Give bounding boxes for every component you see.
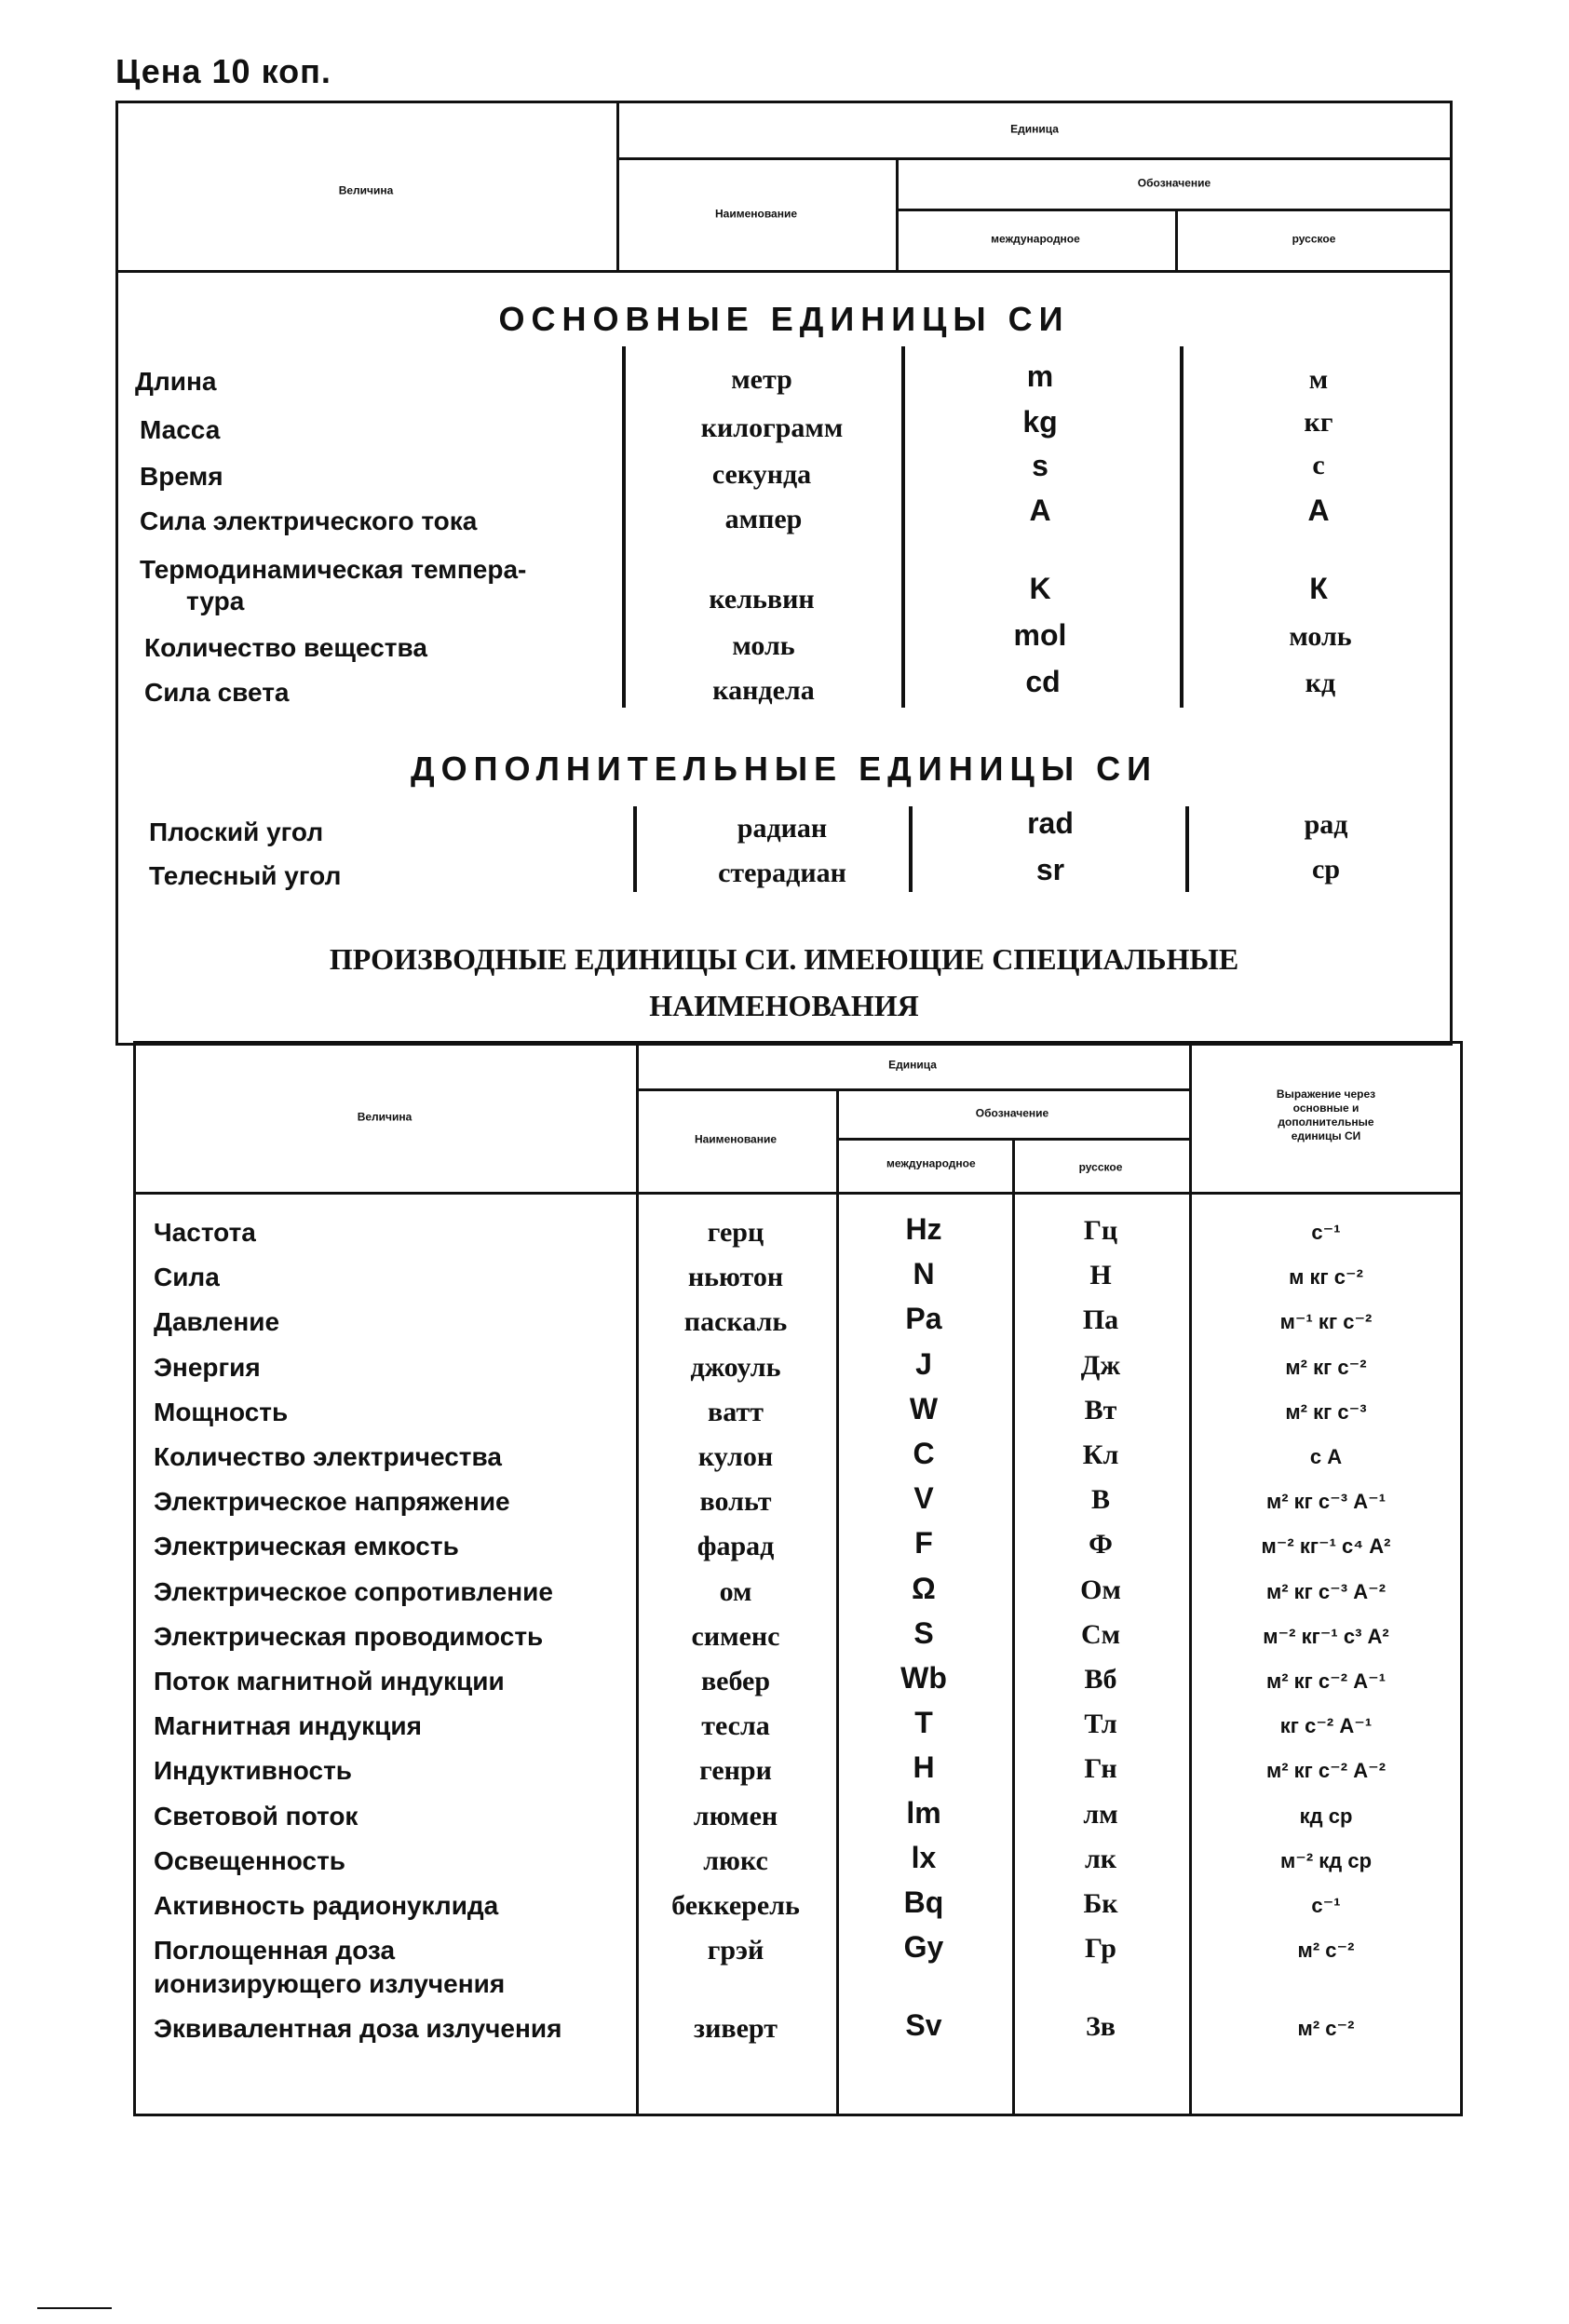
base-divider-1 [622, 346, 626, 708]
base-quantity: Количество вещества [144, 633, 427, 662]
derived-intl: W [909, 1392, 939, 1425]
derived-rus: Ф [1089, 1529, 1113, 1560]
base-quantity: Термодинамическая темпера- [140, 555, 527, 584]
header1-designation-line [896, 209, 1453, 211]
base-intl: cd [1025, 665, 1061, 698]
base-quantity-continued: тура [186, 587, 245, 615]
derived-intl: Hz [905, 1212, 942, 1246]
derived-name: ватт [708, 1397, 764, 1427]
derived-name: грэй [707, 1935, 764, 1966]
base-quantity: Сила электрического тока [140, 507, 478, 535]
derived-expression: с⁻¹ [1311, 1221, 1341, 1244]
derived-expression: м⁻² кд ср [1279, 1849, 1373, 1872]
derived-intl: T [914, 1706, 933, 1739]
base-rus: К [1309, 572, 1328, 605]
derived-name: люмен [693, 1801, 778, 1831]
col-divider-name [836, 1088, 839, 2116]
derived-rus: В [1090, 1484, 1111, 1515]
derived-quantity: Эквивалентная доза излучения [154, 2014, 562, 2043]
derived-quantity: Освещенность [154, 1846, 346, 1875]
derived-expression: кг с⁻² А⁻¹ [1279, 1714, 1373, 1737]
base-rus: кд [1305, 668, 1336, 698]
derived-rus: Гн [1084, 1753, 1117, 1784]
header1-intl: международное [991, 232, 1080, 246]
header2-name [689, 1133, 782, 1147]
derived-expression: м⁻² кг⁻¹ с⁴ А² [1261, 1534, 1391, 1558]
derived-intl: H [913, 1750, 935, 1784]
derived-name: люкс [703, 1845, 768, 1876]
derived-quantity: Энергия [154, 1353, 261, 1382]
base-name: метр [731, 364, 792, 395]
derived-name: зиверт [694, 2013, 778, 2044]
derived-intl: F [914, 1526, 933, 1560]
derived-quantity: Электрическое сопротивление [154, 1577, 553, 1606]
derived-name: паскаль [683, 1306, 788, 1337]
derived-intl: Sv [905, 2008, 942, 2042]
derived-rus: Дж [1080, 1350, 1121, 1381]
derived-rus: Вб [1084, 1664, 1117, 1695]
supp-divider-2 [909, 806, 913, 892]
derived-expression: кд ср [1299, 1804, 1353, 1828]
header2-expression [1256, 1088, 1396, 1143]
base-intl: A [1029, 493, 1051, 527]
derived-expression: м² кг с⁻³ А⁻² [1265, 1580, 1386, 1603]
section-derived-title-line1: ПРОИЗВОДНЫЕ ЕДИНИЦЫ СИ. ИМЕЮЩИЕ СПЕЦИАЛЬНЫЕ [329, 942, 1239, 976]
derived-rus: Вт [1084, 1395, 1117, 1425]
derived-rus: Гр [1085, 1933, 1116, 1964]
derived-quantity: Мощность [154, 1398, 289, 1426]
derived-expression: с А [1309, 1445, 1343, 1468]
derived-expression: м кг с⁻² [1289, 1265, 1363, 1289]
derived-rus: Зв [1085, 2011, 1116, 2042]
derived-rus: Тл [1084, 1709, 1117, 1739]
base-divider-3 [1180, 346, 1184, 708]
supp-name: радиан [737, 813, 828, 844]
base-divider-2 [901, 346, 905, 708]
header1-divider-quantity [616, 101, 619, 271]
derived-intl: Gy [903, 1930, 944, 1964]
header1-name: Наименование [714, 207, 798, 221]
section-supp-title: ДОПОЛНИТЕЛЬНЫЕ ЕДИНИЦЫ СИ [411, 750, 1157, 788]
base-name: кельвин [709, 584, 815, 615]
derived-rus: лк [1084, 1844, 1117, 1874]
derived-rus: Бк [1083, 1888, 1118, 1919]
derived-quantity: Электрическое напряжение [154, 1487, 510, 1516]
derived-expression: м² кг с⁻² А⁻¹ [1265, 1669, 1386, 1693]
header1-quantity: Величина [338, 183, 394, 197]
supp-rus: рад [1304, 809, 1348, 840]
derived-intl: Ω [912, 1572, 936, 1605]
derived-rus: См [1080, 1619, 1121, 1650]
derived-expression: м² кг с⁻² [1285, 1356, 1367, 1379]
derived-intl: V [913, 1481, 934, 1515]
supp-rus: ср [1312, 854, 1340, 885]
header1-rus: русское [1292, 232, 1336, 246]
derived-expression: м⁻¹ кг с⁻² [1279, 1310, 1373, 1333]
derived-intl: Pa [905, 1302, 942, 1335]
derived-expression: м² кг с⁻² А⁻² [1265, 1759, 1386, 1782]
derived-intl: lm [906, 1796, 941, 1830]
derived-quantity: Активность радионуклида [154, 1891, 499, 1920]
base-quantity: Длина [135, 367, 217, 396]
derived-name: кулон [697, 1441, 774, 1472]
derived-expression: м² кг с⁻³ А⁻¹ [1265, 1490, 1386, 1513]
base-intl: K [1029, 572, 1051, 605]
base-name: моль [732, 630, 795, 661]
derived-intl: J [915, 1347, 932, 1381]
supp-intl: rad [1027, 806, 1074, 840]
header2-designation: Обозначение [975, 1106, 1049, 1120]
derived-quantity: Электрическая проводимость [154, 1622, 544, 1651]
base-name: килограмм [700, 412, 844, 443]
header1-designation: Обозначение [1137, 176, 1211, 190]
derived-name: джоуль [690, 1352, 781, 1383]
col-divider-quantity [636, 1041, 639, 2116]
derived-quantity: Поток магнитной индукции [154, 1667, 505, 1696]
header2-intl-text: международное [886, 1156, 976, 1170]
base-quantity: Масса [140, 415, 221, 444]
derived-name: фарад [697, 1531, 775, 1561]
derived-expression: с⁻¹ [1311, 1894, 1341, 1917]
derived-rus: Н [1089, 1260, 1112, 1290]
base-intl: s [1032, 449, 1048, 482]
derived-name: вольт [699, 1486, 772, 1517]
base-intl: kg [1022, 405, 1058, 439]
base-rus: м [1308, 364, 1329, 395]
derived-name: тесла [701, 1710, 770, 1741]
header1-divider-name [896, 157, 899, 271]
base-quantity: Сила света [144, 678, 290, 707]
derived-expression: м² с⁻² [1297, 2017, 1355, 2040]
derived-intl: Wb [900, 1661, 947, 1695]
base-rus: моль [1289, 621, 1352, 652]
header2-expression-text: Выражение через основные и дополнительные единицы СИ [1276, 1088, 1376, 1142]
derived-quantity: Световой поток [154, 1802, 358, 1831]
derived-name: сименс [691, 1621, 780, 1652]
derived-intl: S [913, 1616, 934, 1650]
supp-quantity: Телесный угол [149, 861, 342, 890]
header1-unit: Единица [1010, 122, 1059, 136]
supp-divider-1 [633, 806, 637, 892]
derived-quantity: Поглощенная доза [154, 1936, 396, 1965]
derived-rus: Кл [1082, 1439, 1119, 1470]
base-intl: m [1026, 359, 1054, 393]
col-divider-rus [1189, 1041, 1192, 2116]
section-base-title: ОСНОВНЫЕ ЕДИНИЦЫ СИ [498, 300, 1070, 338]
header1-bottom-line [115, 270, 1453, 273]
derived-name: ньютон [687, 1262, 784, 1292]
header1-divider-intl [1175, 209, 1178, 271]
header2-bottom-line [133, 1192, 1463, 1195]
page-edge-mark [37, 2307, 112, 2309]
section-derived-title-line2: НАИМЕНОВАНИЯ [649, 989, 919, 1022]
derived-name: герц [707, 1217, 764, 1248]
base-rus: кг [1304, 407, 1333, 438]
section-derived-title [115, 936, 1453, 1029]
base-intl: mol [1013, 618, 1067, 652]
base-name: кандела [712, 675, 815, 706]
header2-unit-line [636, 1088, 1189, 1091]
base-name: секунда [711, 459, 812, 490]
derived-quantity: Сила [154, 1263, 220, 1291]
derived-expression: м⁻² кг⁻¹ с³ А² [1263, 1625, 1389, 1648]
supp-name: стерадиан [718, 858, 846, 888]
supp-intl: sr [1035, 853, 1065, 886]
derived-expression: м² с⁻² [1297, 1939, 1355, 1962]
derived-name: беккерель [671, 1890, 800, 1921]
derived-expression: м² кг с⁻³ [1285, 1400, 1367, 1424]
derived-name: вебер [700, 1666, 771, 1696]
derived-quantity: Магнитная индукция [154, 1711, 422, 1740]
base-rus: с [1312, 450, 1325, 480]
base-quantity: Время [140, 462, 223, 491]
header2-name-text: Наименование [694, 1132, 778, 1146]
derived-rus: Гц [1083, 1215, 1118, 1246]
derived-name: ом [719, 1576, 752, 1607]
derived-quantity: Электрическая емкость [154, 1532, 459, 1561]
derived-rus: лм [1083, 1799, 1118, 1830]
derived-intl: C [913, 1437, 935, 1470]
derived-intl: Bq [903, 1885, 944, 1919]
derived-quantity-continued: ионизирующего излучения [154, 1969, 506, 1998]
derived-intl: lx [911, 1841, 937, 1874]
derived-intl: N [913, 1257, 935, 1290]
col-divider-intl [1012, 1138, 1015, 2116]
derived-name: генри [699, 1755, 772, 1786]
header2-unit: Единица [888, 1058, 937, 1072]
base-rus: А [1307, 493, 1330, 527]
header2-quantity: Величина [357, 1110, 413, 1124]
header2-intl [886, 1156, 976, 1171]
supp-divider-3 [1185, 806, 1189, 892]
header2-rus: русское [1078, 1160, 1123, 1174]
derived-quantity: Давление [154, 1307, 280, 1336]
derived-quantity: Количество электричества [154, 1442, 502, 1471]
header1-unit-line [616, 157, 1453, 160]
derived-rus: Па [1082, 1304, 1119, 1335]
derived-quantity: Частота [154, 1218, 256, 1247]
price-label: Цена 10 коп. [115, 52, 331, 90]
derived-quantity: Индуктивность [154, 1756, 353, 1785]
base-name: ампер [724, 504, 803, 534]
derived-rus: Ом [1080, 1574, 1121, 1605]
supp-quantity: Плоский угол [149, 817, 324, 846]
